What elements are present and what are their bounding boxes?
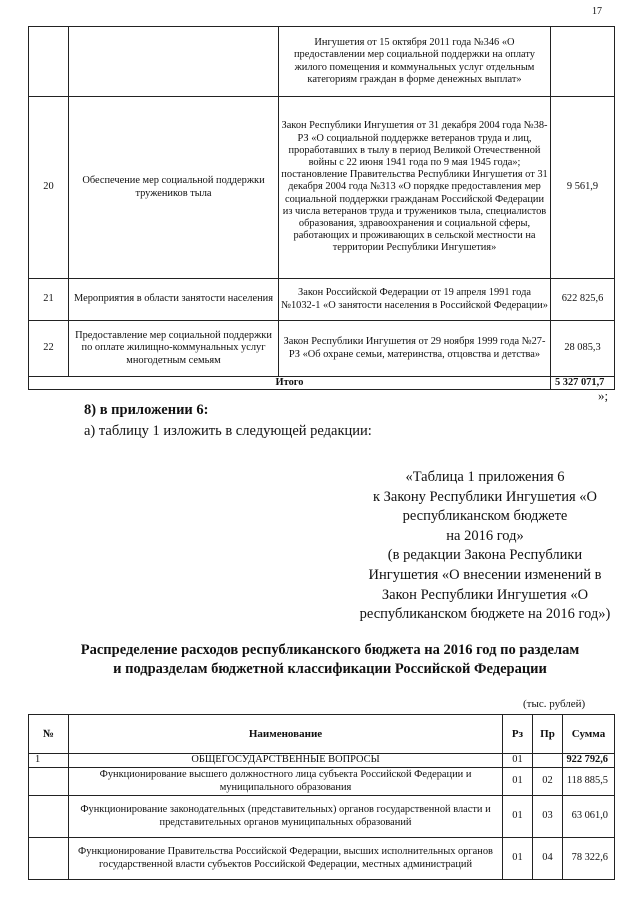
subsection-code [533,754,563,768]
subsection-code: 04 [533,838,563,880]
amount: 922 792,6 [563,754,615,768]
amount: 118 885,5 [563,768,615,796]
document-title [40,641,620,679]
amendment-instruction: а) таблицу 1 изложить в следующей редакции: [84,423,372,439]
row-number [29,838,69,880]
table-row [29,97,615,279]
section-name: ОБЩЕГОСУДАРСТВЕННЫЕ ВОПРОСЫ [69,754,503,768]
table-row [29,796,615,838]
section-code: 01 [503,768,533,796]
table-row [29,754,615,768]
amount: 78 322,6 [563,838,615,880]
table-row [29,279,615,321]
header-subsection: Пр [533,715,563,754]
table-row [29,768,615,796]
heading-line: Закон Республики Ингушетия «О [381,586,589,603]
header-name: Наименование [69,715,503,754]
heading-line: республиканском бюджете на 2016 год») [359,606,611,623]
closing-quote: »; [598,388,609,403]
amount [551,27,615,97]
heading-line: на 2016 год» [446,527,524,544]
total-label: Итого [29,377,551,390]
measure-name [69,27,279,97]
heading-line: Ингушетия «О внесении изменений в [368,566,602,583]
subsection-code: 02 [533,768,563,796]
title-line: и подразделам бюджетной классификации Российской Федерации [113,661,547,677]
section-code: 01 [503,838,533,880]
appendix-heading-block [340,468,630,625]
header-number: № [29,715,69,754]
table-row [29,321,615,377]
subsection-code: 03 [533,796,563,838]
section-name: Функционирование высшего должностного лица субъекта Российской Федерации и муниципального образования [69,768,503,796]
heading-line: к Закону Республики Ингушетия «О [372,488,598,505]
table-header-row [29,715,615,754]
legal-basis: Закон Российской Федерации от 19 апреля 1991 года №1032-1 «О занятости населения в Российской Федерации» [279,279,551,321]
section-name: Функционирование законодательных (представительных) органов государственной власти и представительных органов муниципальных образований [69,796,503,838]
amount: 28 085,3 [551,321,615,377]
measure-name: Предоставление мер социальной поддержки по оплате жилищно-коммунальных услуг многодетным семьям [69,321,279,377]
header-amount: Сумма [563,715,615,754]
row-number [29,27,69,97]
legal-basis: Закон Республики Ингушетия от 29 ноября 1999 года №27-РЗ «Об охране семьи, материнства, отцовства и детства» [279,321,551,377]
heading-line: (в редакции Закона Республики [387,547,583,564]
amount: 63 061,0 [563,796,615,838]
table-row [29,838,615,880]
page-number: 17 [592,6,602,17]
amendment-heading: 8) в приложении 6: [84,402,209,418]
legal-basis: Ингушетия от 15 октября 2011 года №346 «О предоставлении мер социальной поддержки на оплату жилого помещения и коммунальных услуг отдельным категориям граждан в форме денежных выплат» [279,27,551,97]
row-number: 1 [29,754,69,768]
row-number: 22 [29,321,69,377]
section-code: 01 [503,754,533,768]
row-number [29,796,69,838]
row-number [29,768,69,796]
legal-basis: Закон Республики Ингушетия от 31 декабря 2004 года №38-РЗ «О социальной поддержке ветеранов труда и лиц, проработавших в тылу в период Великой Отечественной войны с 22 июня 1941 года по 9 мая 1945 года»; постановление Правительства Республики Ингушетия от 31 декабря 2004 года №313 «О порядке предоставления мер социальной поддержки гражданам Российской Федерации из числа ветеранов труда и тружеников тыла, специалистов образования, здравоохранения и социальной сферы, работающих и проживающих в сельской местности на территории Республики Ингушетия» [279,97,551,279]
total-amount: 5 327 071,7 [551,377,615,390]
heading-line: республиканском бюджете [402,508,568,525]
budget-distribution-table [28,714,615,880]
row-number: 20 [29,97,69,279]
units-label: (тыс. рублей) [523,698,586,710]
heading-line: «Таблица 1 приложения 6 [405,469,565,485]
header-section: Рз [503,715,533,754]
social-support-table [28,26,615,390]
row-number: 21 [29,279,69,321]
amount: 9 561,9 [551,97,615,279]
table-row [29,27,615,97]
title-line: Распределение расходов республиканского бюджета на 2016 год по разделам [80,642,580,658]
section-code: 01 [503,796,533,838]
amount: 622 825,6 [551,279,615,321]
section-name: Функционирование Правительства Российской Федерации, высших исполнительных органов государственной власти субъектов Российской Федерации, местных администраций [69,838,503,880]
measure-name: Мероприятия в области занятости населения [69,279,279,321]
total-row [29,377,615,390]
measure-name: Обеспечение мер социальной поддержки тружеников тыла [69,97,279,279]
